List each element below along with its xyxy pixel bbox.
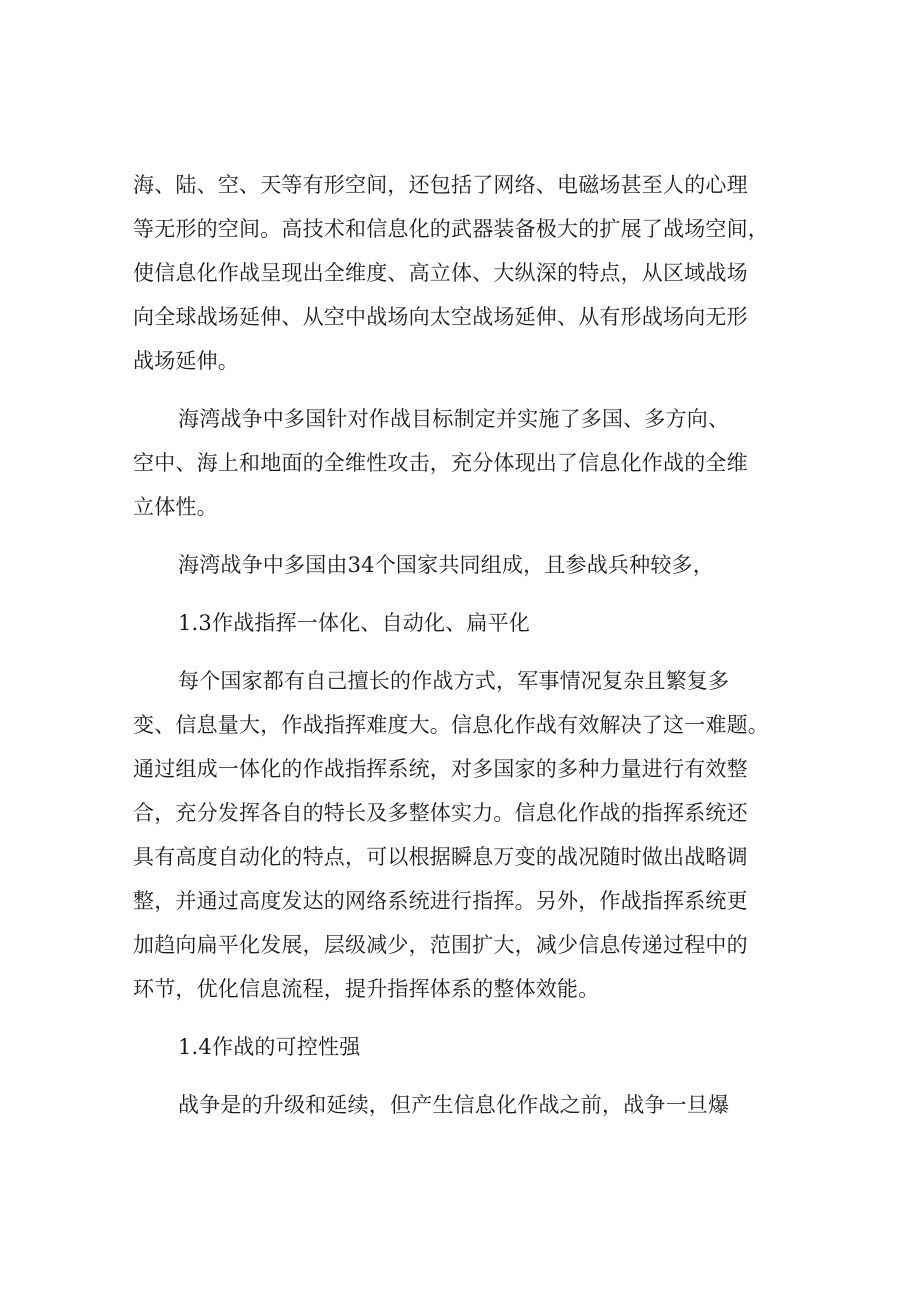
paragraph-line: 变、信息量大，作战指挥难度大。信息化作战有效解决了这一难题。 <box>133 713 769 737</box>
paragraph-line: 使信息化作战呈现出全维度、高立体、大纵深的特点，从区域战场 <box>133 261 748 285</box>
paragraph-line: 海湾战争中多国由34个国家共同组成，且参战兵种较多， <box>178 553 714 577</box>
paragraph-line: 加趋向扁平化发展，层级减少，范围扩大，减少信息传递过程中的 <box>133 933 748 957</box>
paragraph-line: 等无形的空间。高技术和信息化的武器装备极大的扩展了战场空间， <box>133 217 769 241</box>
section-heading: 1.3作战指挥一体化、自动化、扁平化 <box>178 611 530 635</box>
paragraph-line: 每个国家都有自己擅长的作战方式，军事情况复杂且繁复多 <box>178 669 730 693</box>
paragraph-line: 整，并通过高度发达的网络系统进行指挥。另外，作战指挥系统更 <box>133 889 748 913</box>
paragraph-line: 通过组成一体化的作战指挥系统，对多国家的多种力量进行有效整 <box>133 757 748 781</box>
paragraph-line: 合，充分发挥各自的特长及多整体实力。信息化作战的指挥系统还 <box>133 801 748 825</box>
paragraph-line: 战争是的升级和延续，但产生信息化作战之前，战争一旦爆 <box>178 1093 730 1117</box>
paragraph-line: 空中、海上和地面的全维性攻击，充分体现出了信息化作战的全维 <box>133 451 748 475</box>
paragraph-line: 海湾战争中多国针对作战目标制定并实施了多国、多方向、 <box>178 407 730 431</box>
paragraph-line: 立体性。 <box>133 495 218 519</box>
paragraph-line: 海、陆、空、天等有形空间，还包括了网络、电磁场甚至人的心理 <box>133 173 748 197</box>
paragraph-line: 向全球战场延伸、从空中战场向太空战场延伸、从有形战场向无形 <box>133 305 748 329</box>
paragraph-line: 战场延伸。 <box>133 349 239 373</box>
paragraph-line: 具有高度自动化的特点，可以根据瞬息万变的战况随时做出战略调 <box>133 845 748 869</box>
paragraph-line: 环节，优化信息流程，提升指挥体系的整体效能。 <box>133 977 600 1001</box>
section-heading: 1.4作战的可控性强 <box>178 1035 361 1059</box>
